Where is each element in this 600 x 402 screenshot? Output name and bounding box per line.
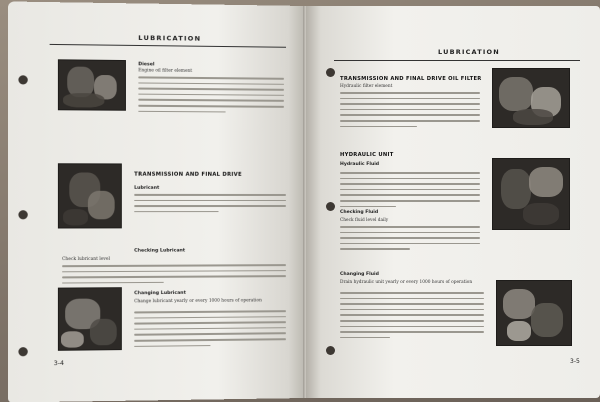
binder-hole: [326, 68, 335, 77]
dipstick-photo: [496, 280, 572, 346]
section-text: Drain hydraulic unit yearly or every 1000 hours of operation: [340, 280, 473, 285]
section-text: Check fluid level daily: [340, 218, 389, 223]
paragraph-text: [340, 92, 480, 131]
open-manual: [14, 6, 600, 398]
section-heading: TRANSMISSION AND FINAL DRIVE OIL FILTER: [340, 76, 482, 82]
paragraph-text: [134, 310, 286, 351]
section-heading: Checking Fluid: [340, 210, 379, 215]
left-page-header: LUBRICATION: [138, 33, 202, 43]
engine-photo: [58, 59, 126, 110]
right-header-rule: [334, 60, 580, 61]
oil-filter-photo: [492, 68, 570, 128]
left-page: [8, 1, 306, 402]
hydraulic-unit-photo: [492, 158, 570, 230]
section-heading: Changing Fluid: [340, 272, 379, 277]
binder-hole: [18, 210, 27, 219]
right-page: [306, 6, 600, 398]
drain-plug-photo: [58, 287, 122, 351]
paragraph-text: [62, 264, 286, 288]
section-heading: Diesel: [138, 62, 155, 68]
section-heading: TRANSMISSION AND FINAL DRIVE: [134, 171, 242, 178]
paragraph-text: [340, 292, 484, 342]
paragraph-text: [340, 226, 480, 254]
section-text: Engine oil filter element: [138, 68, 193, 74]
section-subheading: Lubricant: [134, 185, 160, 191]
paragraph-text: [134, 194, 286, 217]
section-text: Change lubricant yearly or every 1000 hours of operation: [134, 298, 262, 305]
section-heading: Changing Lubricant: [134, 290, 186, 297]
page-number: 3-5: [570, 358, 580, 365]
transmission-photo: [58, 163, 122, 228]
paragraph-text: [340, 172, 480, 211]
section-heading: HYDRAULIC UNIT: [340, 152, 394, 158]
section-heading: Checking Lubricant: [134, 248, 186, 254]
paragraph-text: [138, 76, 284, 117]
page-number: 3-4: [53, 359, 64, 368]
section-subheading: Hydraulic Fluid: [340, 162, 380, 167]
binder-hole: [326, 346, 335, 355]
binder-hole: [18, 75, 27, 84]
left-header-rule: [50, 44, 286, 48]
binder-hole: [18, 347, 27, 356]
right-page-header: LUBRICATION: [438, 48, 500, 56]
section-text: Hydraulic filter element: [340, 84, 393, 89]
binder-hole: [326, 202, 335, 211]
section-text: Check lubricant level: [62, 256, 110, 263]
